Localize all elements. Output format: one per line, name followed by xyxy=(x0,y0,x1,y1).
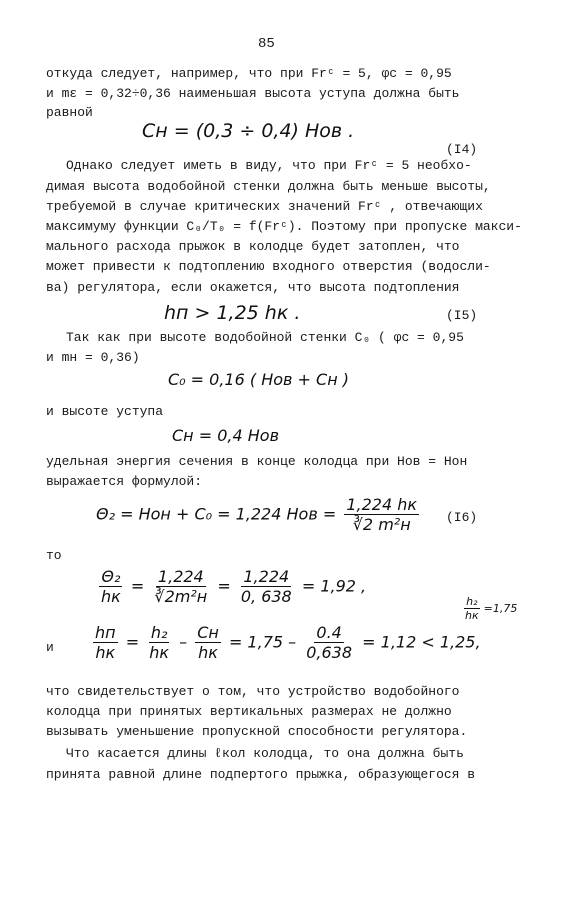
text-line-1: откуда следует, например, что при Frᶜ = 5, φc = 0,95 xyxy=(46,66,452,81)
margin-fraction xyxy=(463,596,481,622)
formula-16 xyxy=(96,496,422,534)
text-line-9: может привести к подтоплению входного отверстия (водосли- xyxy=(46,259,491,274)
formula-16-lhs: Θ₂ = Hон + C₀ = 1,224 Hов = xyxy=(96,504,337,524)
last-num-1: hп xyxy=(95,623,116,642)
margin-den: hк xyxy=(465,609,479,623)
text-line-6: требуемой в случае критических значений Frᶜ , отвечающих xyxy=(46,199,483,214)
ratio-fraction-1 xyxy=(99,568,123,606)
equation-number-14: (I4) xyxy=(446,142,478,157)
text-line-22: принята равной длине подпертого прыжка, образующегося в xyxy=(46,767,476,782)
text-line-18: что свидетельствует о том, что устройство водобойного xyxy=(46,684,460,699)
last-num-4: 0.4 xyxy=(316,623,342,642)
text-line-4: Однако следует иметь в виду, что при Frᶜ = 5 необхо- xyxy=(66,158,472,173)
formula-15: hп > 1,25 hк . xyxy=(164,302,301,324)
formula-16-numerator: 1,224 hк xyxy=(346,495,418,514)
last-num-2: h₂ xyxy=(150,623,168,642)
last-fraction-2 xyxy=(147,624,171,662)
formula-c0: C₀ = 0,16 ( Hов + Cн ) xyxy=(168,370,349,389)
ratio-num-3: 1,224 xyxy=(243,567,290,586)
text-line-17: и xyxy=(46,640,54,655)
text-line-7: максимуму функции C₀/T₀ = f(Frᶜ). Поэтому при пропуске макси- xyxy=(46,219,522,234)
formula-cn: Cн = 0,4 Hов xyxy=(172,426,279,445)
ratio-eq-1: = xyxy=(130,576,145,596)
text-line-12: и mн = 0,36) xyxy=(46,350,140,365)
last-fraction-1 xyxy=(93,624,118,662)
equation-number-16: (I6) xyxy=(446,510,478,525)
last-den-1: hк xyxy=(95,642,116,662)
text-line-20: вызывать уменьшение пропускной способности регулятора. xyxy=(46,724,468,739)
text-line-8: мального расхода прыжок в колодце будет затоплен, что xyxy=(46,239,460,254)
text-line-19: колодца при принятых вертикальных размерах не должно xyxy=(46,704,452,719)
last-mid: = 1,75 – xyxy=(228,632,297,652)
ratio-result: = 1,92 , xyxy=(301,576,367,596)
last-den-2: hк xyxy=(149,642,170,662)
last-fraction-3 xyxy=(195,624,221,662)
last-num-3: Cн xyxy=(197,623,219,642)
text-line-15: выражается формулой: xyxy=(46,474,203,489)
formula-ratio xyxy=(96,568,366,606)
ratio-fraction-2 xyxy=(152,568,209,606)
formula-16-denominator: ∛2 m²н xyxy=(352,514,411,534)
text-line-5: димая высота водобойной стенки должна быть меньше высоты, xyxy=(46,179,491,194)
margin-note xyxy=(460,596,517,622)
ratio-fraction-3 xyxy=(239,568,294,606)
text-line-11: Так как при высоте водобойной стенки C₀ ( φc = 0,95 xyxy=(66,330,464,345)
ratio-eq-2: = xyxy=(217,576,231,596)
ratio-den-1: hк xyxy=(101,586,121,606)
ratio-den-3: 0, 638 xyxy=(240,586,292,606)
ratio-num-1: Θ₂ xyxy=(101,567,121,586)
last-den-3: hк xyxy=(198,642,218,662)
last-result: = 1,12 < 1,25, xyxy=(362,632,481,652)
margin-value: =1,75 xyxy=(483,602,518,616)
ratio-num-2: 1,224 xyxy=(157,567,204,586)
equation-number-15: (I5) xyxy=(446,308,478,323)
last-fraction-4 xyxy=(304,624,354,662)
formula-last xyxy=(90,624,481,662)
text-line-3: равной xyxy=(46,105,93,120)
last-minus: – xyxy=(179,632,188,652)
page-number: 85 xyxy=(258,36,275,52)
margin-num: h₂ xyxy=(466,595,478,608)
formula-14: Cн = (0,3 ÷ 0,4) Hов . xyxy=(142,120,355,142)
last-eq: = xyxy=(125,632,140,652)
ratio-den-2: ∛2m²н xyxy=(154,586,208,606)
text-line-14: удельная энергия сечения в конце колодца при Hов = Hон xyxy=(46,454,468,469)
formula-16-fraction xyxy=(344,496,419,534)
text-line-21: Что касается длины ℓкол колодца, то она должна быть xyxy=(66,746,464,761)
text-line-13: и высоте уступа xyxy=(46,404,164,419)
text-line-2: и mε = 0,32÷0,36 наименьшая высота уступа должна быть xyxy=(46,86,460,101)
text-line-16: то xyxy=(46,548,62,563)
last-den-4: 0,638 xyxy=(306,642,353,662)
text-line-10: ва) регулятора, если окажется, что высота подтопления xyxy=(46,280,460,295)
